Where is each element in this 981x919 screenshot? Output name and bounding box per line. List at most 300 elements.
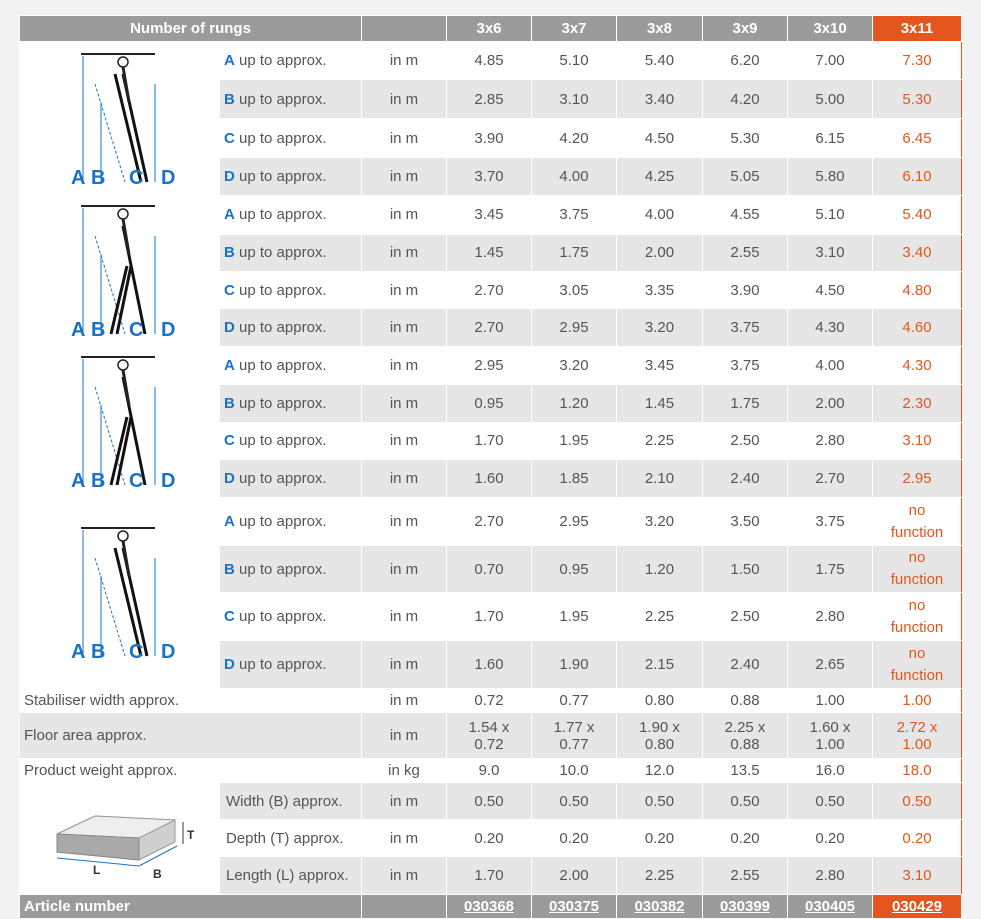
value-text: 3.35 [644, 281, 675, 299]
diagram-letter-a: A [70, 470, 85, 492]
row-letter: C [224, 432, 235, 450]
row-letter: D [224, 656, 235, 673]
header-unit-spacer [362, 16, 447, 42]
value-cell [873, 713, 962, 759]
value-text: 2.70 [815, 470, 845, 488]
value-cell [873, 309, 962, 347]
column-header: 3x6 [447, 16, 532, 42]
row-label [220, 234, 362, 271]
value-text: 5.30 [902, 90, 932, 108]
unit-cell: in m [362, 713, 447, 759]
value-text: 3.10 [559, 90, 589, 108]
value-cell [532, 689, 617, 713]
unit-cell: in m [362, 546, 447, 593]
value-text: 1.75 [815, 560, 845, 578]
value-cell [873, 820, 962, 857]
value-cell [617, 158, 703, 196]
value-cell [873, 546, 962, 593]
row-label [220, 42, 362, 80]
value-text: 0.20 [474, 829, 504, 847]
value-cell [788, 713, 873, 759]
row-letter: A [224, 52, 235, 69]
unit-cell: in m [362, 384, 447, 422]
value-cell [617, 119, 703, 158]
value-line: 1.77 x [553, 718, 595, 736]
unit-cell: in m [362, 783, 447, 820]
value-text: 0.20 [730, 829, 760, 847]
value-cell [703, 234, 788, 271]
row-label [220, 384, 362, 422]
value-text: 1.20 [644, 560, 675, 578]
value-cell [447, 272, 532, 309]
value-cell [788, 689, 873, 713]
article-number-link[interactable]: 030375 [548, 898, 600, 915]
value-text: 2.30 [902, 394, 932, 412]
value-cell [873, 119, 962, 158]
value-text: 16.0 [815, 762, 845, 779]
value-cell [447, 234, 532, 271]
value-text: 2.55 [730, 867, 760, 884]
value-text: 10.0 [559, 762, 589, 779]
value-text: 1.20 [559, 394, 589, 412]
value-cell [447, 196, 532, 235]
row-label-text: up to approx. [234, 129, 327, 147]
value-cell [532, 593, 617, 641]
value-cell [532, 546, 617, 593]
value-cell [617, 593, 703, 641]
value-text: 4.50 [815, 281, 845, 299]
value-text: 1.75 [559, 244, 589, 262]
diagram-cell [20, 347, 220, 498]
value-text: 9.0 [478, 762, 500, 779]
value-text: 1.60 [474, 470, 504, 488]
diagram-letter-d: D [160, 319, 175, 341]
value-text: 0.72 [474, 692, 504, 709]
row-label [220, 593, 362, 641]
row-label-text: up to approx. [234, 168, 327, 185]
package-letter-t: T [186, 827, 194, 842]
diagram-letter-a: A [70, 641, 85, 663]
value-line: 1.00 [902, 735, 932, 753]
value-text: no function [890, 501, 944, 541]
value-text: 0.50 [474, 792, 504, 810]
value-text: 5.00 [815, 90, 845, 108]
value-cell [617, 272, 703, 309]
value-cell [617, 857, 703, 895]
row-label-text: up to approx. [234, 656, 327, 673]
value-cell [703, 158, 788, 196]
value-cell [703, 759, 788, 783]
article-number-cell [703, 895, 788, 919]
value-cell [532, 498, 617, 546]
row-letter: B [224, 244, 235, 262]
unit-cell: in m [362, 42, 447, 80]
value-cell [447, 593, 532, 641]
value-text: 3.50 [730, 513, 760, 530]
value-cell [788, 158, 873, 196]
value-text: 5.40 [644, 52, 675, 69]
package-box-diagram [35, 794, 205, 884]
column-header-highlight: 3x11 [873, 16, 962, 42]
value-cell [617, 498, 703, 546]
row-letter: A [224, 356, 235, 374]
value-text: 3.10 [902, 432, 932, 450]
value-cell [703, 80, 788, 119]
value-cell [873, 42, 962, 80]
value-cell [447, 460, 532, 498]
value-cell [788, 759, 873, 783]
value-cell [788, 42, 873, 80]
value-text: no function [890, 549, 944, 588]
value-cell [532, 759, 617, 783]
article-number-link[interactable]: 030405 [804, 898, 856, 915]
article-number-row [20, 895, 962, 919]
value-text: 1.95 [559, 432, 589, 450]
value-text: 2.40 [730, 470, 760, 488]
value-cell [532, 234, 617, 271]
value-cell [873, 158, 962, 196]
column-header: 3x8 [617, 16, 703, 42]
value-cell [532, 42, 617, 80]
value-text: 1.95 [559, 608, 589, 625]
value-cell [617, 234, 703, 271]
value-cell [788, 546, 873, 593]
row-label [220, 309, 362, 347]
unit-cell: in m [362, 80, 447, 119]
value-line: 2.72 x [896, 718, 938, 736]
value-cell [873, 759, 962, 783]
value-line: 1.90 x [639, 718, 680, 736]
value-cell [617, 713, 703, 759]
row-label [220, 158, 362, 196]
value-cell [788, 309, 873, 347]
row-label [220, 460, 362, 498]
unit-cell: in m [362, 460, 447, 498]
header-title: Number of rungs [20, 16, 362, 42]
value-text: 2.70 [474, 281, 504, 299]
row-label-text: up to approx. [234, 560, 327, 578]
value-cell [532, 460, 617, 498]
value-line: 0.80 [644, 735, 675, 753]
unit-cell: in m [362, 119, 447, 158]
value-cell [873, 384, 962, 422]
value-text: 2.70 [474, 319, 504, 337]
value-text: 4.50 [644, 129, 675, 147]
value-text: 3.10 [902, 867, 932, 884]
value-cell [873, 234, 962, 271]
weight-row [20, 759, 962, 783]
value-cell [617, 689, 703, 713]
value-cell [617, 196, 703, 235]
value-line: 0.88 [730, 735, 760, 753]
value-text: 0.88 [730, 692, 760, 709]
value-cell [788, 80, 873, 119]
value-text: 4.60 [902, 319, 932, 337]
row-label-text: up to approx. [234, 206, 327, 224]
row-label-text: up to approx. [234, 394, 327, 412]
value-text: 2.10 [644, 470, 675, 488]
value-text: 1.90 [559, 656, 589, 673]
row-letter: D [224, 470, 235, 488]
row-letter: C [224, 129, 235, 147]
value-cell [703, 820, 788, 857]
value-text: 4.80 [902, 281, 932, 299]
value-cell [703, 384, 788, 422]
row-letter: B [224, 560, 235, 578]
value-cell [873, 80, 962, 119]
value-text: 3.05 [559, 281, 589, 299]
column-header: 3x9 [703, 16, 788, 42]
value-cell [873, 498, 962, 546]
value-text: 2.95 [474, 356, 504, 374]
value-cell [532, 783, 617, 820]
value-cell [532, 422, 617, 460]
value-line: 0.77 [559, 735, 589, 753]
article-number-cell [788, 895, 873, 919]
package-letter-b: B [152, 866, 162, 881]
row-letter: A [224, 206, 235, 224]
value-text: 3.75 [559, 206, 589, 224]
value-cell [788, 820, 873, 857]
row-letter: B [224, 394, 235, 412]
article-number-link[interactable]: 030429 [891, 898, 943, 915]
value-cell [703, 272, 788, 309]
value-cell [703, 689, 788, 713]
value-text: 2.00 [815, 394, 845, 412]
value-text: 2.25 [644, 608, 675, 625]
value-text: 1.70 [474, 867, 504, 884]
unit-cell: in m [362, 498, 447, 546]
value-text: 3.90 [474, 129, 504, 147]
value-text: 2.40 [730, 656, 760, 673]
diagram-letter-b: B [90, 641, 105, 663]
value-text: 0.95 [559, 560, 589, 578]
value-cell [788, 460, 873, 498]
value-text: 3.90 [730, 281, 760, 299]
value-line: 2.25 x [724, 718, 766, 736]
row-label-text: up to approx. [234, 432, 327, 450]
row-label [220, 80, 362, 119]
row-label [220, 641, 362, 689]
diagram-letter-c: C [128, 319, 143, 341]
value-text: 2.95 [559, 319, 589, 337]
value-cell [788, 272, 873, 309]
row-label-text: up to approx. [234, 513, 327, 530]
ladder-position-diagram-1 [45, 44, 195, 194]
diagram-cell [20, 196, 220, 347]
diagram-letter-b: B [90, 470, 105, 492]
value-text: 1.45 [474, 244, 504, 262]
value-cell [447, 119, 532, 158]
value-text: 2.70 [474, 513, 504, 530]
value-cell [788, 234, 873, 271]
value-text: 5.80 [815, 168, 845, 185]
value-text: 2.95 [902, 470, 932, 488]
specs-table [19, 15, 962, 919]
value-cell [447, 384, 532, 422]
header-row [20, 16, 962, 42]
value-cell [703, 546, 788, 593]
value-cell [532, 309, 617, 347]
floor_area-row [20, 713, 962, 759]
value-text: 2.00 [644, 244, 675, 262]
column-header: 3x7 [532, 16, 617, 42]
value-cell [447, 857, 532, 895]
value-text: 2.80 [815, 432, 845, 450]
value-cell [703, 347, 788, 385]
measure-row [20, 196, 962, 235]
article-number-cell [873, 895, 962, 919]
row-label [220, 119, 362, 158]
value-cell [447, 783, 532, 820]
value-text: 5.10 [559, 52, 589, 69]
article-number-link[interactable]: 030399 [719, 898, 771, 915]
row-label [220, 272, 362, 309]
value-text: 4.25 [644, 168, 675, 185]
value-text: 3.20 [644, 513, 675, 530]
row-label [220, 196, 362, 235]
value-cell [532, 713, 617, 759]
diagram-letter-a: A [70, 166, 85, 189]
value-line: 1.54 x [468, 718, 510, 736]
value-text: 0.95 [474, 394, 504, 412]
value-cell [703, 42, 788, 80]
value-text: 18.0 [902, 762, 932, 779]
value-text: 0.20 [815, 829, 845, 847]
value-text: 1.70 [474, 608, 504, 625]
value-text: 3.75 [815, 513, 845, 530]
package-row [20, 783, 962, 820]
unit-cell: in m [362, 234, 447, 271]
value-text: 7.00 [815, 52, 845, 69]
value-cell [788, 641, 873, 689]
value-text: 2.00 [559, 867, 589, 884]
value-cell [617, 460, 703, 498]
stabiliser-row [20, 689, 962, 713]
value-text: 3.40 [644, 90, 675, 108]
value-cell [447, 546, 532, 593]
measure-row [20, 42, 962, 80]
value-text: 1.45 [644, 394, 675, 412]
value-cell [873, 272, 962, 309]
unit-cell: in kg [362, 759, 447, 783]
value-text: 2.25 [644, 867, 675, 884]
unit-cell: in m [362, 857, 447, 895]
value-text: 0.20 [902, 829, 932, 847]
value-cell [703, 422, 788, 460]
value-cell [873, 347, 962, 385]
value-text: 2.25 [644, 432, 675, 450]
value-line: 1.60 x [809, 718, 851, 736]
unit-cell: in m [362, 820, 447, 857]
value-text: 13.5 [730, 762, 760, 779]
value-text: 0.20 [644, 829, 675, 847]
value-cell [617, 347, 703, 385]
value-cell [703, 498, 788, 546]
value-text: 4.20 [730, 90, 760, 108]
value-text: 2.65 [815, 656, 845, 673]
value-cell [447, 80, 532, 119]
value-cell [532, 272, 617, 309]
unit-cell: in m [362, 272, 447, 309]
article-number-cell [532, 895, 617, 919]
value-cell [617, 384, 703, 422]
value-text: 1.00 [902, 692, 932, 709]
value-text: no function [890, 644, 944, 684]
value-cell [447, 42, 532, 80]
article-number-link[interactable]: 030382 [634, 898, 685, 915]
value-text: 1.60 [474, 656, 504, 673]
value-cell [447, 689, 532, 713]
value-cell [617, 42, 703, 80]
package-letter-l: L [92, 862, 100, 877]
diagram-letter-c: C [128, 166, 143, 189]
diagram-cell [20, 498, 220, 689]
unit-cell: in m [362, 196, 447, 235]
value-cell [447, 422, 532, 460]
value-text: 2.15 [644, 656, 675, 673]
row-label-text: up to approx. [234, 356, 327, 374]
value-text: 2.95 [559, 513, 589, 530]
value-cell [873, 196, 962, 235]
row-label-text: up to approx. [234, 52, 327, 69]
value-cell [447, 347, 532, 385]
value-text: 2.85 [474, 90, 504, 108]
value-text: 4.00 [644, 206, 675, 224]
value-text: 4.00 [559, 168, 589, 185]
article-number-label: Article number [20, 895, 362, 919]
row-label-text: up to approx. [234, 281, 327, 299]
row-label-text: up to approx. [234, 244, 327, 262]
value-text: 6.10 [902, 168, 932, 185]
value-cell [703, 783, 788, 820]
value-text: 4.20 [559, 129, 589, 147]
diagram-cell [20, 42, 220, 196]
value-cell [788, 196, 873, 235]
value-cell [617, 759, 703, 783]
value-cell [617, 820, 703, 857]
value-text: 2.50 [730, 608, 760, 625]
unit-cell: in m [362, 158, 447, 196]
value-cell [788, 783, 873, 820]
diagram-letter-d: D [160, 470, 175, 492]
value-cell [788, 347, 873, 385]
value-text: 3.70 [474, 168, 504, 185]
value-text: 0.50 [730, 792, 760, 810]
diagram-letter-c: C [128, 641, 143, 663]
row-label: Stabiliser width approx. [20, 689, 362, 713]
value-cell [617, 783, 703, 820]
diagram-letter-c: C [128, 470, 143, 492]
value-cell [703, 641, 788, 689]
row-label [220, 422, 362, 460]
value-cell [788, 593, 873, 641]
row-letter: D [224, 319, 235, 337]
value-cell [873, 857, 962, 895]
value-text: 4.85 [474, 52, 504, 69]
row-label: Length (L) approx. [220, 857, 362, 895]
package-diagram-cell [20, 783, 220, 895]
value-cell [703, 196, 788, 235]
row-label-text: up to approx. [234, 90, 327, 108]
value-text: 2.50 [730, 432, 760, 450]
article-number-link[interactable]: 030368 [463, 898, 515, 915]
value-text: 3.75 [730, 319, 760, 337]
value-cell [788, 857, 873, 895]
value-cell [617, 80, 703, 119]
value-cell [617, 641, 703, 689]
value-cell [532, 820, 617, 857]
